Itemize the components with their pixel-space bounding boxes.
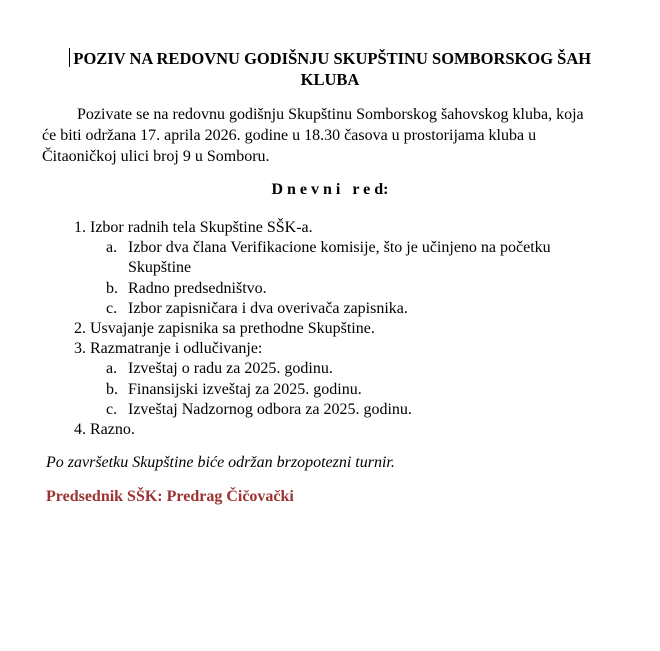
- agenda-subitem-3b-text: Finansijski izveštaj za 2025. godinu.: [128, 380, 362, 398]
- agenda-item-3-text: Razmatranje i odlučivanje:: [90, 340, 263, 358]
- intro-line-1: Pozivate se na redovnu godišnju Skupštinu Somborskog šahovskog kluba, koja: [77, 106, 584, 123]
- agenda-subitem-3b-marker: b.: [106, 380, 118, 398]
- title-line-2: KLUBA: [300, 70, 360, 89]
- agenda-item-2-marker: 2.: [74, 320, 86, 338]
- text-cursor: [69, 48, 71, 67]
- title-line-1: [0, 48, 660, 69]
- document-title: [0, 48, 660, 90]
- signature-line: Predsednik SŠK: Predrag Čičovački: [46, 488, 294, 505]
- agenda-subitem-3b: [0, 380, 660, 400]
- agenda-item-4: [0, 420, 660, 440]
- agenda-subitem-1a-text: Izbor dva člana Verifikacione komisije, što je učinjeno na početku: [128, 239, 551, 257]
- agenda-subitem-1a-continuation: [0, 258, 660, 278]
- agenda-subitem-3a-text: Izveštaj o radu za 2025. godinu.: [128, 360, 333, 378]
- intro-paragraph: [42, 104, 632, 167]
- agenda-subitem-1a: [0, 238, 660, 258]
- title-line-1-text: POZIV NA REDOVNU GODIŠNJU SKUPŠTINU SOMBORSKOG ŠAH: [73, 49, 592, 68]
- agenda-item-3: [0, 339, 660, 359]
- agenda-heading: D n e v n i r e d:: [271, 181, 389, 198]
- agenda-subitem-3c-text: Izveštaj Nadzornog odbora za 2025. godinu.: [128, 400, 412, 418]
- agenda-item-1-marker: 1.: [74, 219, 86, 236]
- agenda-subitem-1a-text-2: Skupštine: [128, 259, 192, 277]
- agenda-subitem-1b: [0, 279, 660, 299]
- agenda-subitem-1c: [0, 299, 660, 319]
- agenda-list: [0, 218, 660, 440]
- agenda-item-3-marker: 3.: [74, 340, 86, 358]
- agenda-item-2-text: Usvajanje zapisnika sa prethodne Skupštine.: [90, 320, 375, 338]
- agenda-subitem-3c: [0, 400, 660, 420]
- agenda-item-2: [0, 319, 660, 339]
- agenda-subitem-1c-marker: c.: [106, 299, 118, 317]
- intro-line-3: Čitaoničkoj ulici broj 9 u Somboru.: [42, 148, 270, 165]
- agenda-subitem-3c-marker: c.: [106, 400, 118, 418]
- agenda-subitem-1b-marker: b.: [106, 279, 118, 297]
- agenda-subitem-3a: [0, 359, 660, 379]
- agenda-item-4-text: Razno.: [90, 421, 135, 439]
- closing-note: Po završetku Skupštine biće održan brzopotezni turnir.: [46, 454, 395, 471]
- agenda-subitem-1a-marker: a.: [106, 239, 118, 257]
- agenda-subitem-3a-marker: a.: [106, 360, 118, 378]
- agenda-item-4-marker: 4.: [74, 421, 86, 439]
- agenda-item-1-text: Izbor radnih tela Skupštine SŠK-a.: [90, 219, 313, 236]
- intro-line-2: će biti održana 17. aprila 2026. godine u 18.30 časova u prostorijama kluba u: [42, 127, 537, 144]
- agenda-subitem-1c-text: Izbor zapisničara i dva overivača zapisnika.: [128, 299, 408, 317]
- agenda-subitem-1b-text: Radno predsedništvo.: [128, 279, 267, 297]
- agenda-item-1: [0, 218, 660, 238]
